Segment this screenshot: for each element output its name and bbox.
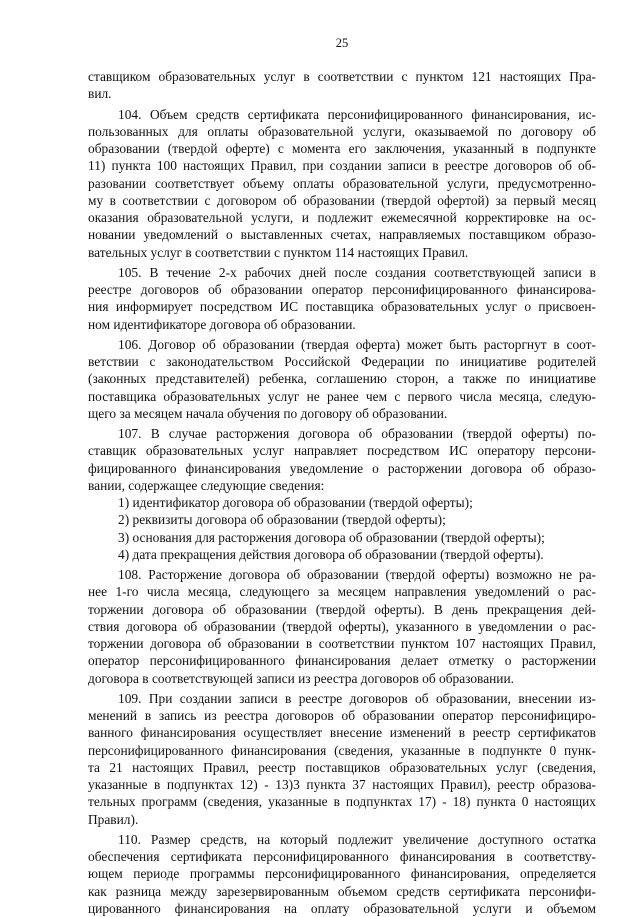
- text-line: оператор персонифицированного финансирования делает отметку о расторжении: [88, 653, 596, 669]
- text-line: 3) основания для расторжения договора об образовании (твердой оферты);: [118, 529, 545, 545]
- document-body: [88, 68, 596, 917]
- text-line: вательных услуг в соответствии с пунктом 114 настоящих Правил.: [88, 244, 469, 260]
- text-line: как разница между зарезервированным объемом средств сертификата персонифи-: [88, 883, 596, 899]
- text-line: 105. В течение 2-х рабочих дней после создания соответствующей записи в: [118, 264, 596, 280]
- text-line: обеспечения сертификата персонифицированного финансирования в соответству-: [88, 849, 596, 864]
- text-line: новании уведомлений о выставленных счетах, направляемых поставщиком образо-: [88, 227, 596, 243]
- text-line: ния информирует посредством ИС поставщика образовательных услуг о присвоен-: [88, 299, 596, 315]
- text-line: фицированного финансирования уведомление о расторжении договора об образо-: [88, 460, 596, 476]
- text-line: оказания образовательной услуги, и подлежит ежемесячной корректировке на ос-: [88, 210, 596, 225]
- text-line: (законных представителей) ребенка, соглашению сторон, а также по инициативе: [88, 371, 596, 387]
- text-line: договора в соответствующей записи из реестра договоров об образовании.: [88, 670, 514, 686]
- text-line: указанные в подпунктах 12) - 13)3 пункта 37 настоящих Правил), реестр образова-: [88, 777, 596, 792]
- text-line: вил.: [88, 86, 112, 102]
- text-line: ставщиком образовательных услуг в соответствии с пунктом 121 настоящих Пра-: [88, 69, 596, 84]
- text-line: ющем периоде программы персонифицированного финансирования, определяется: [88, 866, 596, 882]
- text-line: 110. Размер средств, на который подлежит увеличение доступного остатка: [118, 831, 596, 847]
- text-line: ванного финансирования осуществляет внесение изменений в реестр сертификатов: [88, 725, 596, 741]
- text-line: 4) дата прекращения действия договора об образовании (твердой оферты).: [118, 546, 544, 562]
- text-line: ном идентификаторе договора об образовании.: [88, 316, 356, 332]
- text-line: 106. Договор об образовании (твердая оферта) может быть расторгнут в соот-: [118, 336, 596, 352]
- text-line: ствия договора об образовании (твердой оферты), указанного в уведомлении о рас-: [88, 618, 596, 634]
- text-line: та 21 настоящих Правил, реестр поставщиков образовательных услуг (сведения,: [88, 759, 596, 775]
- text-line: пользованных для оплаты образовательной услуги, оказываемой по договору об: [88, 123, 596, 139]
- text-line: тельных программ (сведения, указанные в подпунктах 17) - 18) пункта 0 настоящих: [88, 794, 596, 810]
- text-line: 11) пункта 100 настоящих Правил, при создании записи в реестре договоров об об-: [88, 158, 596, 174]
- text-line: поставщика образовательных услуг не ранее чем с первого числа месяца, следую-: [88, 388, 596, 404]
- text-line: 107. В случае расторжения договора об образовании (твердой оферты) по-: [118, 426, 596, 441]
- text-line: цированного финансирования на оплату образовательной услуги и объемом: [88, 900, 596, 916]
- text-line: 108. Расторжение договора об образовании (твердой оферты) возможно не ра-: [118, 567, 596, 582]
- text-line: менений в запись из реестра договоров об образовании оператор персонифициро-: [88, 708, 596, 723]
- text-line: Правил).: [88, 811, 139, 827]
- text-line: 2) реквизиты договора об образовании (твердой оферты);: [118, 512, 446, 528]
- text-line: нее 1-го числа месяца, следующего за месяцем направления уведомлений о рас-: [88, 584, 596, 600]
- text-line: вании, содержащее следующие сведения:: [88, 477, 325, 493]
- text-line: торжении договора об образовании (твердой оферты). В день прекращения дей-: [88, 601, 596, 617]
- text-line: образовании (твердой оферте) с момента его заключения, указанный в подпункте: [88, 141, 596, 156]
- text-line: 104. Объем средств сертификата персонифицированного финансирования, ис-: [118, 106, 596, 122]
- text-line: ветствии с законодательством Российской Федерации по инициативе родителей: [88, 354, 596, 369]
- text-line: реестре договоров об образовании оператор персонифицированного финансирова-: [88, 282, 596, 297]
- text-line: щего за месяцем начала обучения по договору об образовании.: [88, 405, 448, 421]
- text-line: ставщик образовательных услуг направляет посредством ИС оператору персони-: [88, 443, 596, 459]
- text-line: разовании соответствует объему оплаты образовательной услуги, предусмотренно-: [88, 175, 596, 191]
- text-line: персонифицированного финансирования (сведения, указанные в подпункте 0 пунк-: [88, 742, 596, 758]
- text-line: 1) идентификатор договора об образовании (твердой оферты);: [118, 495, 473, 510]
- text-line: торжении договора об образовании в соответствии пунктом 107 настоящих Правил,: [88, 636, 596, 651]
- text-line: му в соответствии с договором об образовании (твердой офертой) за первый месяц: [88, 192, 596, 208]
- page-number: 25: [335, 36, 349, 50]
- text-line: 109. При создании записи в реестре договоров об образовании, внесении из-: [118, 690, 596, 706]
